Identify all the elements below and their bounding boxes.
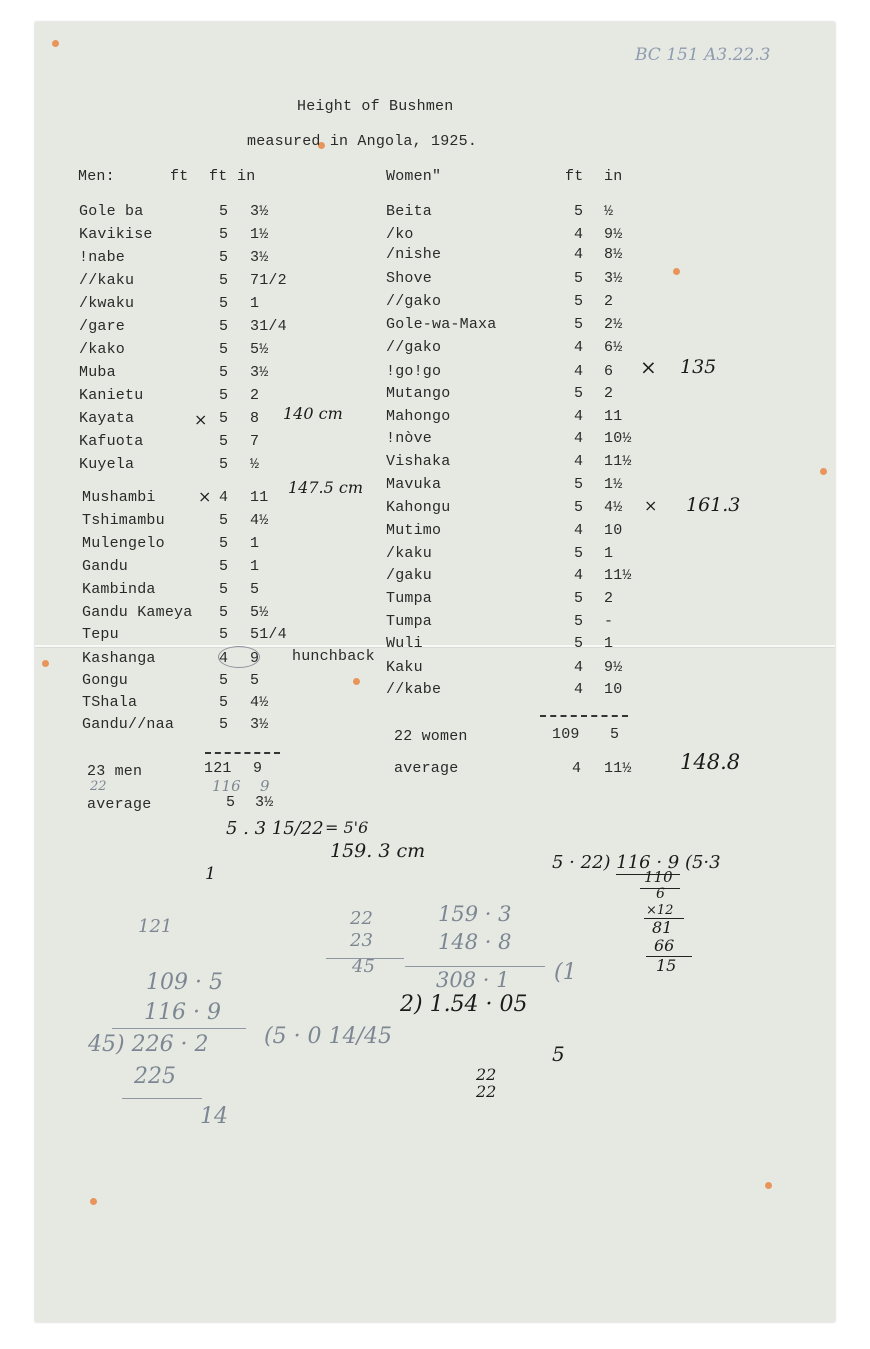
- men-total-rule: [205, 752, 280, 754]
- women-row-in: 1½: [604, 476, 623, 493]
- men-average-label: average: [87, 796, 152, 813]
- men-row-in: 3½: [250, 716, 269, 733]
- women-total-ft: 109: [552, 726, 580, 743]
- division-81: 81: [652, 918, 673, 937]
- men-total-in: 9: [253, 760, 263, 777]
- women-row-in: 10½: [604, 430, 632, 447]
- men-row-in: 4½: [250, 512, 269, 529]
- men-count-correction: 22: [90, 779, 107, 794]
- women-row-ft: 4: [574, 430, 584, 447]
- men-total-correction: 116: [212, 777, 241, 795]
- men-row-ft: 5: [219, 456, 229, 473]
- women-row-name: Gole-wa-Maxa: [386, 316, 497, 333]
- women-row-name: !go!go: [386, 363, 442, 380]
- men-row-name: Kuyela: [79, 456, 135, 473]
- men-row-name: Tepu: [82, 626, 119, 643]
- men-row-name: Mulengelo: [82, 535, 165, 552]
- women-row-ft: 5: [574, 635, 584, 652]
- men-row-in: ½: [250, 456, 260, 473]
- men-row-in: 11: [250, 489, 269, 506]
- pencil-rule: [112, 1028, 246, 1029]
- women-row-ft: 5: [574, 476, 584, 493]
- men-row-ft: 5: [219, 512, 229, 529]
- women-row-name: /kaku: [386, 545, 433, 562]
- men-row-in: 8: [250, 410, 260, 427]
- men-row-name: Gongu: [82, 672, 129, 689]
- men-row-ft: 4: [219, 650, 229, 667]
- women-row-ft: 5: [574, 613, 584, 630]
- women-average-in: 11½: [604, 760, 632, 777]
- men-row-ft: 5: [219, 364, 229, 381]
- women-row-ft: 4: [574, 246, 584, 263]
- women-row-ft: 5: [574, 499, 584, 516]
- men-row-in: 31/4: [250, 318, 287, 335]
- women-row-ft: 5: [574, 270, 584, 287]
- men-row-in: 5: [250, 672, 260, 689]
- women-row-ft: 5: [574, 316, 584, 333]
- pencil-225: 225: [134, 1064, 176, 1089]
- women-row-in: 4½: [604, 499, 623, 516]
- pencil-121: 121: [138, 916, 173, 937]
- women-row-ft: 4: [574, 363, 584, 380]
- men-row-in: 5½: [250, 604, 269, 621]
- women-row-in: 8½: [604, 246, 623, 263]
- men-row-name: Gandu Kameya: [82, 604, 193, 621]
- women-row-name: Mahongo: [386, 408, 451, 425]
- men-row-ft: 5: [219, 203, 229, 220]
- division-15: 15: [656, 956, 677, 975]
- men-total-label: 23 men: [87, 763, 143, 780]
- rust-spot: [52, 40, 59, 47]
- women-row-in: -: [604, 613, 614, 630]
- women-row-name: Wuli: [386, 635, 423, 652]
- sum-second: 148 · 8: [438, 930, 512, 954]
- women-average-ft: 4: [572, 760, 582, 777]
- men-row-ft: 5: [219, 716, 229, 733]
- women-total-rule: [540, 715, 628, 717]
- men-row-name: Gandu: [82, 558, 129, 575]
- men-row-in: 3½: [250, 203, 269, 220]
- pencil-paren: (1: [554, 960, 577, 985]
- women-row-name: Kahongu: [386, 499, 451, 516]
- women-total-in: 5: [610, 726, 620, 743]
- women-row-in: 10: [604, 681, 623, 698]
- pencil-rule: [405, 966, 545, 967]
- men-row-name: Kanietu: [79, 387, 144, 404]
- men-row-in: 7: [250, 433, 260, 450]
- women-total-label: 22 women: [394, 728, 468, 745]
- women-row-in: 9½: [604, 659, 623, 676]
- women-row-name: //gako: [386, 293, 442, 310]
- women-row-ft: 5: [574, 385, 584, 402]
- women-row-name: Beita: [386, 203, 433, 220]
- women-average-cm: 148.8: [680, 750, 741, 774]
- pencil-circle: [218, 646, 260, 668]
- document-title: Height of Bushmen: [297, 98, 454, 115]
- men-row-ft: 4: [219, 489, 229, 506]
- men-row-name: Kavikise: [79, 226, 153, 243]
- sum-total: 308 · 1: [436, 968, 510, 992]
- rust-spot: [765, 1182, 772, 1189]
- women-row-in: 2: [604, 293, 614, 310]
- women-row-ft: 5: [574, 293, 584, 310]
- women-row-name: Tumpa: [386, 613, 433, 630]
- men-row-in: 9: [250, 650, 260, 667]
- women-header-label: Women": [386, 168, 442, 185]
- women-row-in: 11: [604, 408, 623, 425]
- men-average-feet: = 5'6: [325, 818, 369, 837]
- figure-22-b: 22: [476, 1082, 497, 1101]
- men-row-name: Kayata: [79, 410, 135, 427]
- women-row-name: Mutimo: [386, 522, 442, 539]
- men-average-cm: 159. 3 cm: [330, 840, 426, 862]
- women-row-in: 1: [604, 635, 614, 652]
- women-row-ft: 4: [574, 408, 584, 425]
- men-header-in: in: [237, 168, 256, 185]
- pencil-result: (5 · 0 14/45: [264, 1024, 392, 1049]
- women-header-ft: ft: [565, 168, 584, 185]
- x-mark-icon: ×: [640, 355, 657, 379]
- x-mark-icon: ×: [644, 496, 658, 515]
- men-row-in: 5: [250, 581, 260, 598]
- men-header-label: Men:: [78, 168, 115, 185]
- women-row-in: 3½: [604, 270, 623, 287]
- pencil-116-9: 116 · 9: [144, 1000, 221, 1025]
- men-row-name: Gandu//naa: [82, 716, 175, 733]
- women-row-in: 11½: [604, 453, 632, 470]
- women-row-ft: 4: [574, 681, 584, 698]
- men-row-name: Kambinda: [82, 581, 156, 598]
- pencil-rule: [122, 1098, 202, 1099]
- men-row-name: !nabe: [79, 249, 126, 266]
- men-row-in: 1: [250, 558, 260, 575]
- men-row-in: 1: [250, 295, 260, 312]
- men-inch-correction: 9: [260, 777, 270, 795]
- men-row-ft: 5: [219, 226, 229, 243]
- men-row-name: Kafuota: [79, 433, 144, 450]
- women-average-label: average: [394, 760, 459, 777]
- men-row-ft: 5: [219, 581, 229, 598]
- men-row-name: TShala: [82, 694, 138, 711]
- women-row-ft: 4: [574, 339, 584, 356]
- men-total-ft: 121: [204, 760, 232, 777]
- men-row-in: 3½: [250, 364, 269, 381]
- men-row-ft: 5: [219, 387, 229, 404]
- men-row-name: //kaku: [79, 272, 135, 289]
- division-66: 66: [654, 936, 675, 955]
- men-row-ft: 5: [219, 558, 229, 575]
- men-row-name: Mushambi: [82, 489, 156, 506]
- gogo-cm-note: 135: [680, 356, 717, 378]
- division-110: 110: [644, 868, 673, 886]
- men-row-name: /kako: [79, 341, 126, 358]
- rust-spot: [353, 678, 360, 685]
- women-row-in: 2½: [604, 316, 623, 333]
- men-row-ft: 5: [219, 249, 229, 266]
- pencil-long-division: 45) 226 · 2: [88, 1032, 209, 1057]
- men-row-ft: 5: [219, 272, 229, 289]
- pencil-22: 22: [350, 908, 373, 929]
- pencil-14: 14: [200, 1104, 228, 1129]
- men-row-name: Gole ba: [79, 203, 144, 220]
- men-average-in: 3½: [255, 794, 274, 811]
- document-subtitle: measured in Angola, 1925.: [247, 133, 478, 150]
- women-row-ft: 4: [574, 567, 584, 584]
- archive-reference: BC 151 A3.22.3: [635, 45, 771, 65]
- mushambi-cm-note: 147.5 cm: [288, 478, 364, 497]
- women-row-ft: 5: [574, 203, 584, 220]
- division-x12: ×12: [646, 903, 674, 918]
- women-row-name: Shove: [386, 270, 433, 287]
- halving-working: 2) 1.54 · 05: [400, 992, 528, 1017]
- pencil-109-5: 109 · 5: [146, 970, 223, 995]
- women-row-ft: 5: [574, 545, 584, 562]
- lone-figure: 5: [552, 1042, 565, 1066]
- women-row-in: 2: [604, 590, 614, 607]
- women-row-name: /nishe: [386, 246, 442, 263]
- men-row-ft: 5: [219, 694, 229, 711]
- women-row-name: Tumpa: [386, 590, 433, 607]
- x-mark-icon: ×: [198, 487, 212, 506]
- women-row-name: Vishaka: [386, 453, 451, 470]
- rust-spot: [820, 468, 827, 475]
- women-row-in: 1: [604, 545, 614, 562]
- stray-mark: 1: [205, 864, 216, 884]
- men-average-calc: 5 . 3 15/22: [226, 818, 324, 839]
- men-row-name: Tshimambu: [82, 512, 165, 529]
- kayata-cm-note: 140 cm: [283, 404, 343, 423]
- men-average-ft: 5: [226, 794, 236, 811]
- men-row-ft: 5: [219, 295, 229, 312]
- women-row-name: Kaku: [386, 659, 423, 676]
- rust-spot: [42, 660, 49, 667]
- women-row-ft: 5: [574, 590, 584, 607]
- men-row-ft: 5: [219, 626, 229, 643]
- women-header-in: in: [604, 168, 623, 185]
- women-row-name: Mavuka: [386, 476, 442, 493]
- women-row-name: //kabe: [386, 681, 442, 698]
- men-row-name: Kashanga: [82, 650, 156, 667]
- women-row-name: /ko: [386, 226, 414, 243]
- women-row-in: 11½: [604, 567, 632, 584]
- men-row-ft: 5: [219, 604, 229, 621]
- men-row-in: 1½: [250, 226, 269, 243]
- division-6: 6: [656, 886, 665, 902]
- rust-spot: [90, 1198, 97, 1205]
- men-row-in: 51/4: [250, 626, 287, 643]
- men-row-name: /kwaku: [79, 295, 135, 312]
- women-row-in: 9½: [604, 226, 623, 243]
- women-row-in: 2: [604, 385, 614, 402]
- division-working: 5 · 22) 116 · 9 (5·3: [552, 852, 721, 873]
- women-row-name: //gako: [386, 339, 442, 356]
- men-row-in: 2: [250, 387, 260, 404]
- pencil-45: 45: [352, 956, 375, 977]
- men-row-in: 4½: [250, 694, 269, 711]
- figure-22: 22: [476, 1065, 497, 1084]
- men-row-ft: 5: [219, 672, 229, 689]
- women-row-ft: 4: [574, 659, 584, 676]
- women-row-name: !nòve: [386, 430, 433, 447]
- women-row-in: 6½: [604, 339, 623, 356]
- men-row-in: 1: [250, 535, 260, 552]
- men-row-in: 5½: [250, 341, 269, 358]
- women-row-in: 6: [604, 363, 614, 380]
- women-row-ft: 4: [574, 226, 584, 243]
- x-mark-icon: ×: [194, 410, 208, 429]
- men-row-in: 3½: [250, 249, 269, 266]
- pencil-23: 23: [350, 930, 373, 951]
- men-row-ft: 5: [219, 318, 229, 335]
- women-row-name: /gaku: [386, 567, 433, 584]
- men-header-ft: ft: [209, 168, 228, 185]
- women-row-ft: 4: [574, 522, 584, 539]
- men-row-name: /gare: [79, 318, 126, 335]
- women-row-in: ½: [604, 203, 614, 220]
- women-row-name: Mutango: [386, 385, 451, 402]
- men-row-name: Muba: [79, 364, 116, 381]
- sum-first: 159 · 3: [438, 902, 512, 926]
- kahongu-cm-note: 161.3: [686, 494, 741, 516]
- women-row-ft: 4: [574, 453, 584, 470]
- men-row-ft: 5: [219, 410, 229, 427]
- paper-fold: [35, 645, 835, 647]
- rust-spot: [673, 268, 680, 275]
- men-header-ft: ft: [170, 168, 189, 185]
- hunchback-note: hunchback: [292, 648, 375, 665]
- men-row-ft: 5: [219, 433, 229, 450]
- men-row-in: 71/2: [250, 272, 287, 289]
- women-row-in: 10: [604, 522, 623, 539]
- men-row-ft: 5: [219, 535, 229, 552]
- paper-sheet: [35, 22, 835, 1322]
- men-row-ft: 5: [219, 341, 229, 358]
